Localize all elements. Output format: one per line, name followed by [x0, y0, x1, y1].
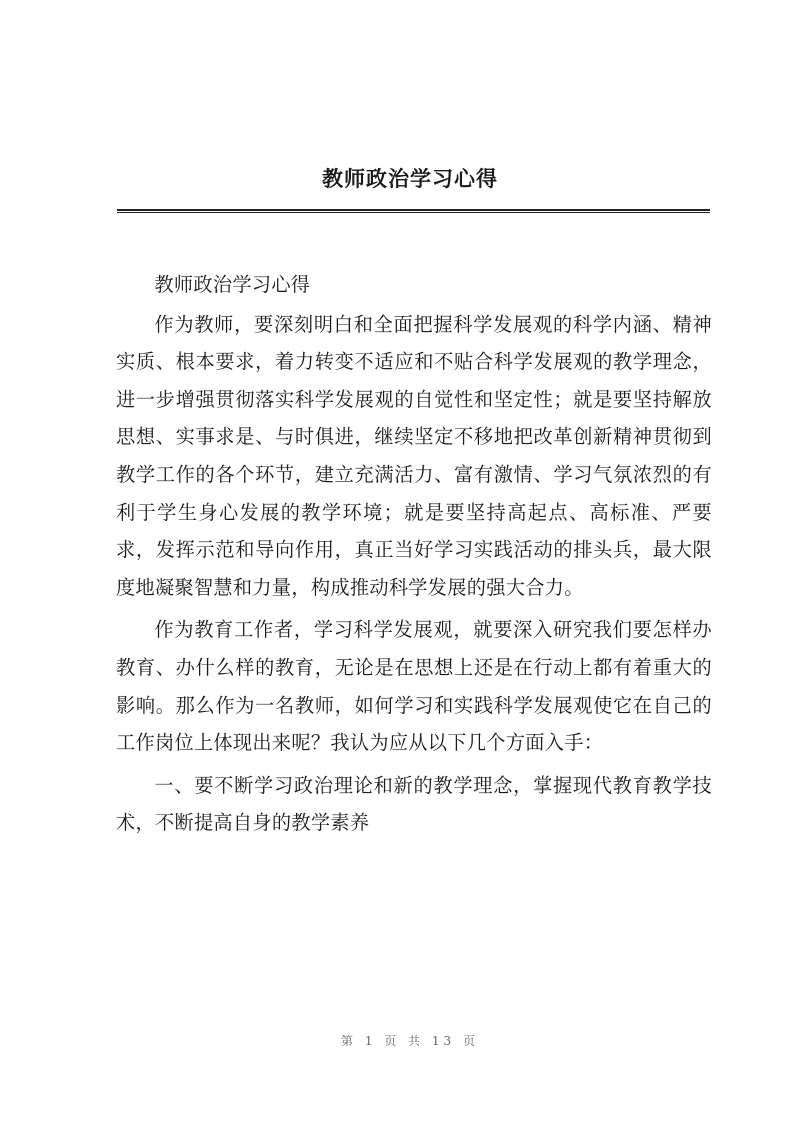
title-divider — [117, 209, 710, 213]
paragraph: 作为教育工作者，学习科学发展观，就要深入研究我们要怎样办教育、办什么样的教育，无论是在思想上还是在行动上都有着重大的影响。那么作为一名教师，如何学习和实践科学发展观使它在自己的工作岗位上体现出来呢？我认为应从以下几个方面入手： — [116, 618, 712, 755]
document-body — [116, 266, 712, 842]
page-number-footer: 第 1 页 共 13 页 — [341, 1034, 479, 1048]
paragraph: 作为教师，要深刻明白和全面把握科学发展观的科学内涵、精神实质、根本要求，着力转变不适应和不贴合科学发展观的教学理念，进一步增强贯彻落实科学发展观的自觉性和坚定性；就是要坚持解放思想、实事求是、与时俱进，继续坚定不移地把改革创新精神贯彻到教学工作的各个环节，建立充满活力、富有激情、学习气氛浓烈的有利于学生身心发展的教学环境；就是要坚持高起点、高标准、严要求，发挥示范和导向作用，真正当好学习实践活动的排头兵，最大限度地凝聚智慧和力量，构成推动科学发展的强大合力。 — [116, 312, 712, 599]
document-title: 教师政治学习心得 — [322, 166, 498, 191]
paragraph-heading: 教师政治学习心得 — [154, 273, 311, 296]
paragraph: 一、要不断学习政治理论和新的教学理念，掌握现代教育教学技术，不断提高自身的教学素养 — [116, 773, 712, 835]
